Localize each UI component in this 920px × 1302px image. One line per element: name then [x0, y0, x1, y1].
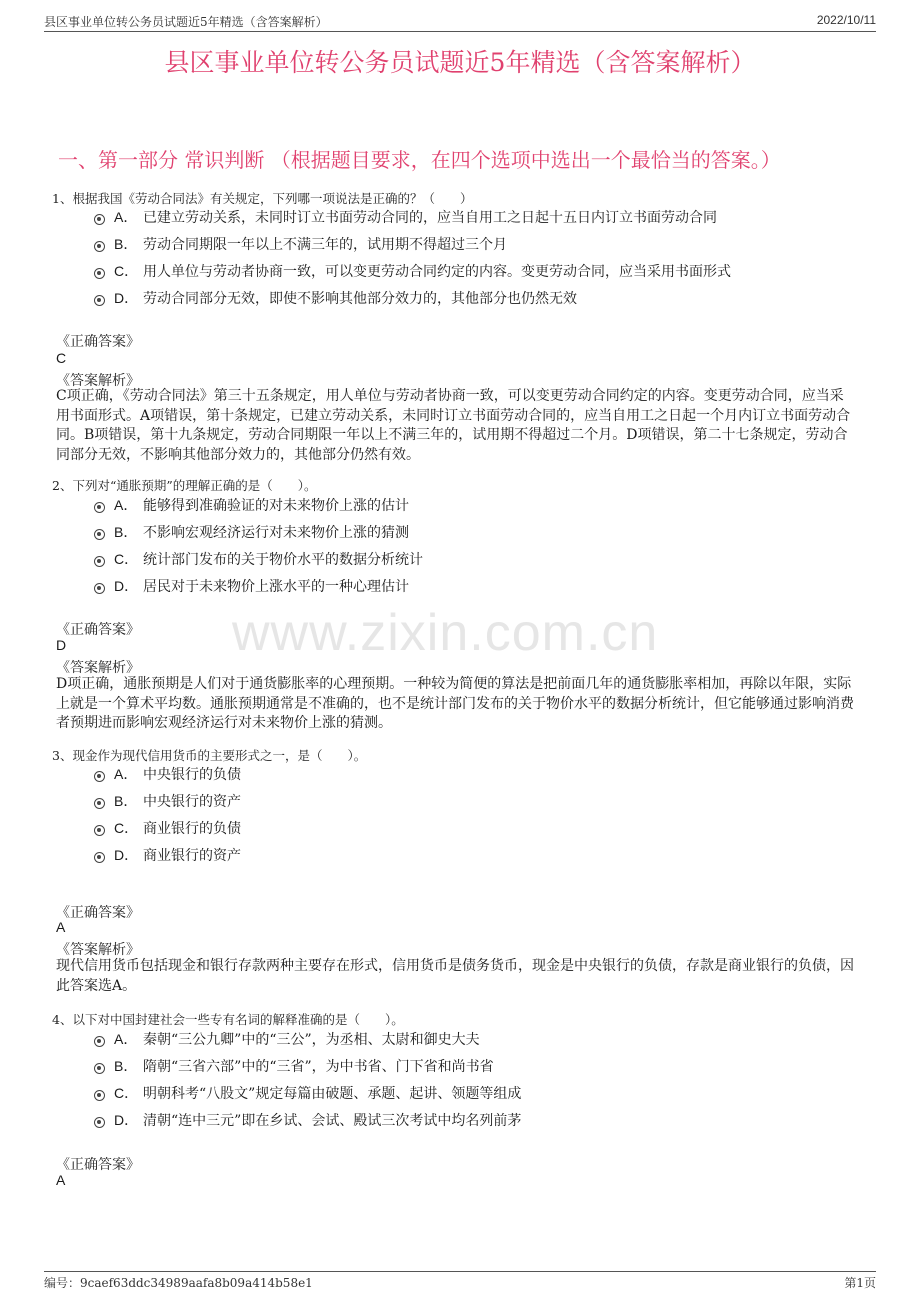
radio-icon[interactable] [94, 1063, 105, 1074]
analysis-label: 《答案解析》 [56, 373, 140, 389]
analysis-text: D项正确，通胀预期是人们对于通货膨胀率的心理预期。一种较为简便的算法是把前面几年的通货膨胀率相加，再除以年限，实际上就是一个算术平均数。通胀预期通常是不准确的，也不是统计部门发布的关于物价水平的数据分析统计，但它能够通过影响消费者预期进而影响宏观经济运行对未来物价上涨的猜测。 [56, 676, 854, 731]
radio-icon[interactable] [94, 1117, 105, 1128]
radio-icon[interactable] [94, 1090, 105, 1101]
analysis-label: 《答案解析》 [56, 660, 140, 676]
option-text: 能够得到准确验证的对未来物价上涨的估计 [143, 498, 409, 514]
option-text: 统计部门发布的关于物价水平的数据分析统计 [143, 552, 423, 568]
option-c[interactable]: C． 商业银行的负债 [94, 818, 241, 838]
question-stem: 4、以下对中国封建社会一些专有名词的解释准确的是（ ）。 [52, 1012, 404, 1027]
option-text: 已建立劳动关系，未同时订立书面劳动合同的，应当自用工之日起十五日内订立书面劳动合同 [143, 210, 717, 226]
option-text: 商业银行的负债 [143, 821, 241, 837]
option-a[interactable]: A． 中央银行的负债 [94, 764, 241, 784]
document-id: 编号：9caef63ddc34989aafa8b09a414b58e1 [44, 1276, 313, 1290]
option-text: 中央银行的资产 [143, 794, 241, 810]
radio-icon[interactable] [94, 583, 105, 594]
radio-icon[interactable] [94, 268, 105, 279]
option-b[interactable]: B． 劳动合同期限一年以上不满三年的，试用期不得超过三个月 [94, 234, 507, 254]
option-text: 隋朝“三省六部”中的“三省”，为中书省、门下省和尚书省 [143, 1059, 494, 1075]
radio-icon[interactable] [94, 529, 105, 540]
option-text: 劳动合同部分无效，即使不影响其他部分效力的，其他部分也仍然无效 [143, 291, 577, 307]
correct-answer-label: 《正确答案》 [56, 334, 140, 350]
option-b[interactable]: B． 不影响宏观经济运行对未来物价上涨的猜测 [94, 522, 409, 542]
section-heading: 一、第一部分 常识判断 （根据题目要求，在四个选项中选出一个最恰当的答案。） [58, 148, 781, 172]
radio-icon[interactable] [94, 556, 105, 567]
correct-answer: D [56, 637, 67, 653]
option-a[interactable]: A． 能够得到准确验证的对未来物价上涨的估计 [94, 495, 409, 515]
radio-icon[interactable] [94, 852, 105, 863]
option-b[interactable]: B． 隋朝“三省六部”中的“三省”，为中书省、门下省和尚书省 [94, 1056, 494, 1076]
option-b[interactable]: B． 中央银行的资产 [94, 791, 241, 811]
question-stem: 2、下列对“通胀预期”的理解正确的是（ ）。 [52, 478, 317, 493]
option-text: 清朝“连中三元”即在乡试、会试、殿试三次考试中均名列前茅 [143, 1113, 522, 1129]
option-c[interactable]: C． 明朝科考“八股文”规定每篇由破题、承题、起讲、领题等组成 [94, 1083, 521, 1103]
analysis-text: 现代信用货币包括现金和银行存款两种主要存在形式，信用货币是债务货币，现金是中央银行的负债，存款是商业银行的负债，因此答案选A。 [56, 958, 854, 994]
header-doc-title: 县区事业单位转公务员试题近5年精选（含答案解析） [44, 15, 328, 29]
option-d[interactable]: D． 清朝“连中三元”即在乡试、会试、殿试三次考试中均名列前茅 [94, 1110, 521, 1130]
page-number: 第1页 [844, 1276, 876, 1290]
radio-icon[interactable] [94, 241, 105, 252]
radio-icon[interactable] [94, 214, 105, 225]
radio-icon[interactable] [94, 1036, 105, 1047]
option-d[interactable]: D． 劳动合同部分无效，即使不影响其他部分效力的，其他部分也仍然无效 [94, 288, 577, 308]
option-text: 秦朝“三公九卿”中的“三公”，为丞相、太尉和御史大夫 [143, 1032, 480, 1048]
option-c[interactable]: C． 统计部门发布的关于物价水平的数据分析统计 [94, 549, 423, 569]
radio-icon[interactable] [94, 771, 105, 782]
option-text: 用人单位与劳动者协商一致，可以变更劳动合同约定的内容。变更劳动合同，应当采用书面形式 [143, 264, 731, 280]
option-d[interactable]: D． 商业银行的资产 [94, 845, 241, 865]
correct-answer-label: 《正确答案》 [56, 905, 140, 921]
radio-icon[interactable] [94, 798, 105, 809]
option-text: 明朝科考“八股文”规定每篇由破题、承题、起讲、领题等组成 [143, 1086, 522, 1102]
correct-answer: A [56, 919, 66, 935]
question-stem: 1、根据我国《劳动合同法》有关规定，下列哪一项说法是正确的？（ ） [52, 191, 473, 206]
option-a[interactable]: A． 已建立劳动关系，未同时订立书面劳动合同的，应当自用工之日起十五日内订立书面劳动合同 [94, 207, 717, 227]
radio-icon[interactable] [94, 295, 105, 306]
option-text: 中央银行的负债 [143, 767, 241, 783]
watermark: www.zixin.com.cn [232, 604, 659, 662]
option-text: 劳动合同期限一年以上不满三年的，试用期不得超过三个月 [143, 237, 507, 253]
correct-answer-label: 《正确答案》 [56, 622, 140, 638]
correct-answer-label: 《正确答案》 [56, 1157, 140, 1173]
page-title: 县区事业单位转公务员试题近5年精选（含答案解析） [164, 48, 756, 77]
page-footer [44, 1271, 876, 1290]
radio-icon[interactable] [94, 502, 105, 513]
analysis-label: 《答案解析》 [56, 942, 140, 958]
option-text: 商业银行的资产 [143, 848, 241, 864]
option-a[interactable]: A． 秦朝“三公九卿”中的“三公”，为丞相、太尉和御史大夫 [94, 1029, 480, 1049]
analysis-text: C项正确，《劳动合同法》第三十五条规定，用人单位与劳动者协商一致，可以变更劳动合同约定的内容。变更劳动合同，应当采用书面形式。A项错误，第十条规定，已建立劳动关系，未同时订立书面劳动合同的，应当自用工之日起一个月内订立书面劳动合同。B项错误，第十九条规定，劳动合同期限一年以上不满三年的，试用期不得超过二个月。D项错误，第二十七条规定，劳动合同部分无效，不影响其他部分效力的，其他部分仍然有效。 [56, 388, 851, 463]
correct-answer: A [56, 1172, 66, 1188]
question-stem: 3、现金作为现代信用货币的主要形式之一，是（ ）。 [52, 748, 367, 763]
option-text: 居民对于未来物价上涨水平的一种心理估计 [143, 579, 409, 595]
radio-icon[interactable] [94, 825, 105, 836]
option-c[interactable]: C． 用人单位与劳动者协商一致，可以变更劳动合同约定的内容。变更劳动合同，应当采用书面形式 [94, 261, 731, 281]
option-d[interactable]: D． 居民对于未来物价上涨水平的一种心理估计 [94, 576, 409, 596]
header-date: 2022/10/11 [816, 13, 876, 27]
option-text: 不影响宏观经济运行对未来物价上涨的猜测 [143, 525, 409, 541]
page-header [44, 11, 876, 32]
correct-answer: C [56, 350, 67, 366]
